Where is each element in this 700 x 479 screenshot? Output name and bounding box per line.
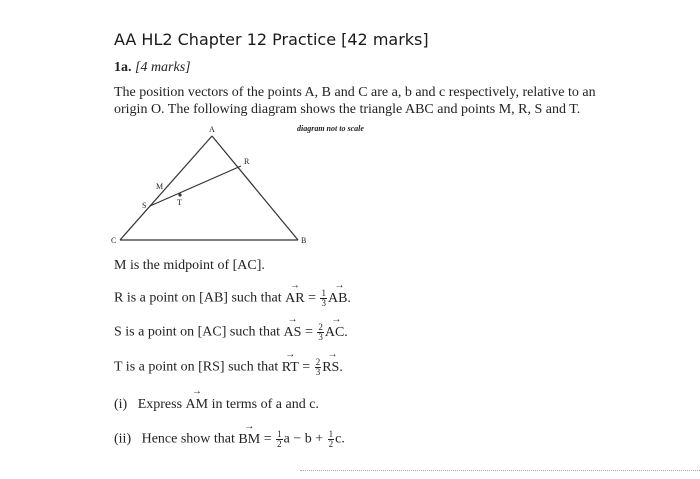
label-s: S	[142, 201, 147, 210]
fraction-r-num: 1	[321, 288, 326, 298]
fraction-ii-1-num: 1	[277, 429, 282, 439]
vector-am: → AM	[186, 397, 209, 413]
statement-t-prefix: T is a point on [RS] such that	[114, 359, 279, 375]
question-intro	[114, 84, 604, 118]
fraction-ii-2-den: 2	[328, 439, 334, 449]
fraction-ii-2-num: 1	[328, 429, 334, 439]
fraction-t	[315, 358, 322, 377]
page-title: AA HL2 Chapter 12 Practice [42 marks]	[114, 30, 429, 49]
statement-s-prefix: S is a point on [AC] such that	[114, 324, 281, 340]
statement-m: M is the midpoint of [AC].	[114, 258, 265, 273]
statement-r: R is a point on [AB] such that → AR = $\frac{1}{3}$ → AB.	[114, 289, 351, 308]
part-ii-end: c.	[335, 431, 345, 447]
fraction-r	[320, 289, 327, 308]
question-number-label: 1a.	[114, 60, 132, 75]
part-ii: (ii) Hence show that → BM = $\frac{1}{2}$ a − b + $\frac{1}{2}$ c.	[114, 430, 345, 449]
label-t: T	[177, 198, 182, 207]
label-c: C	[111, 236, 117, 245]
segment-sr	[150, 166, 241, 206]
statement-t: T is a point on [RS] such that → RT = $\frac{2}{3}$ → RS.	[114, 358, 343, 377]
vector-ac: → AC.	[325, 325, 348, 341]
label-b: B	[301, 236, 307, 245]
fraction-r-den: 3	[321, 298, 326, 308]
vector-ar: → AR	[285, 291, 304, 307]
part-i-text-b: in terms of a and c.	[211, 397, 319, 412]
fraction-t-num: 2	[315, 357, 321, 367]
vector-as: → AS	[284, 325, 302, 341]
part-ii-label: (ii)	[114, 431, 132, 447]
fraction-t-den: 3	[315, 367, 321, 377]
part-ii-mid: a − b +	[283, 431, 324, 447]
side-ab	[212, 136, 298, 240]
fraction-s-den: 3	[318, 332, 323, 342]
fraction-ii-1	[276, 430, 283, 449]
statement-s: S is a point on [AC] such that → AS = $\frac{2}{3}$ → AC.	[114, 323, 348, 342]
fraction-ii-1-den: 2	[277, 439, 282, 449]
label-m: M	[156, 182, 164, 191]
fraction-s-num: 2	[318, 322, 323, 332]
statement-r-prefix: R is a point on [AB] such that	[114, 290, 282, 306]
fraction-ii-2	[328, 430, 335, 449]
question-number	[114, 60, 191, 76]
point-t	[178, 193, 181, 196]
part-ii-text-a: Hence show that	[141, 431, 235, 447]
side-ac	[120, 136, 212, 240]
part-i-text-a: Express	[137, 397, 183, 412]
diagram-note: diagram not to scale	[297, 124, 364, 133]
label-r: R	[244, 157, 250, 166]
intro-line-1: The position vectors of the points A, B and C are a, b and c respectively, relative to an	[114, 85, 596, 100]
question-marks: [4 marks]	[135, 60, 191, 75]
page-divider	[300, 470, 700, 471]
vector-bm: → BM	[238, 432, 260, 448]
intro-line-2: origin O. The following diagram shows the triangle ABC and points M, R, S and T.	[114, 102, 581, 117]
vector-ab: → AB.	[328, 291, 351, 307]
label-a: A	[209, 125, 215, 134]
fraction-s	[317, 323, 324, 342]
part-i	[114, 397, 319, 413]
vector-rs: → RS.	[322, 360, 343, 376]
vector-rt: → RT	[282, 360, 299, 376]
part-i-label: (i)	[114, 397, 128, 412]
triangle-diagram	[108, 120, 328, 250]
